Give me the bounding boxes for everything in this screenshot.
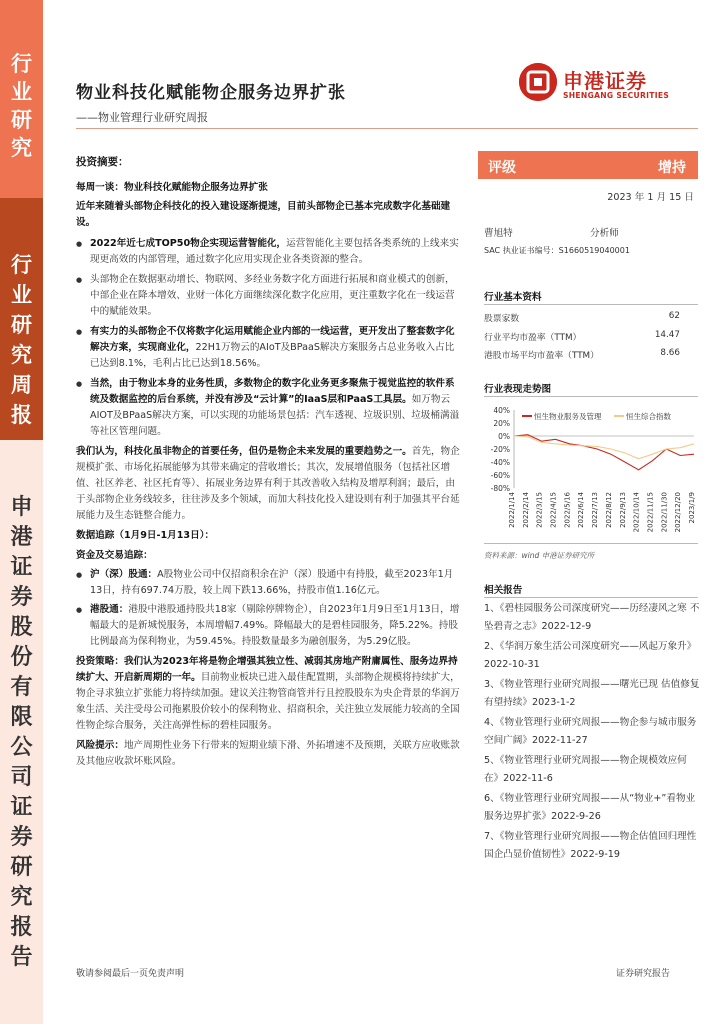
sidebar-label-company: 申 港 证 券 股 份 有 限 公 司 证 券 研 究 报 告 — [10, 494, 33, 970]
analyst-name: 曹旭特 — [484, 228, 513, 239]
weekly-heading: 每周一谈：物业科技化赋能物企服务边界扩张 — [76, 182, 268, 193]
logo-text-cn: 申港证券 — [563, 69, 647, 93]
x-tick-label: 2022/5/16 — [563, 492, 572, 528]
funds-heading: 资金及交易追踪： — [76, 550, 153, 561]
kv-row: 股票家数 62 — [484, 311, 680, 324]
y-tick-label: -40% — [490, 458, 510, 467]
footer-disclaimer: 敬请参阅最后一页免责声明 — [76, 969, 185, 979]
y-tick-label: 20% — [493, 419, 510, 428]
related-reports-list — [484, 600, 700, 866]
legend-label: 恒生综合指数 — [626, 412, 671, 421]
y-tick-label: 40% — [493, 406, 510, 415]
related-report-link[interactable]: 4、《物业管理行业研究周报——物企参与城市服务空间广阔》2022-11-27 — [484, 717, 697, 746]
weekly-intro: 近年来随着头部物企科技化的投入建设逐渐提速，目前头部物企已基本完成数字化基础建设。 — [76, 201, 451, 228]
opinion-paragraph: 我们认为，科技化虽非物企的首要任务，但仍是物企未来发展的重要趋势之一。首先，物企规模扩张、市场化拓展能够为其带来确定的营收增长；其次，发展增值服务（包括社区增值、社区养老、社区托育等）、拓展业务边界有利于其改善收入结构及增厚利润；最后，由于头部物企业务线较多，往往涉及多个领域，而加大科技化投入建设则有利于加强其平台延展能力及生态链整合能力。 — [76, 446, 460, 521]
related-report-link[interactable]: 7、《物业管理行业研究周报——物企估值回归理性 国企凸显价值韧性》2022-9-19 — [484, 831, 697, 860]
basic-info-divider — [484, 304, 698, 305]
kv-row: 港股市场平均市盈率（TTM） 8.66 — [484, 348, 680, 361]
chart-heading-divider — [484, 396, 698, 397]
tracking-heading: 数据追踪（1月9日-1月13日）： — [76, 530, 215, 541]
x-tick-label: 2022/4/15 — [549, 492, 558, 528]
performance-chart — [478, 402, 702, 542]
related-report-link[interactable]: 6、《物业管理行业研究周报——从“物业+”看物业服务边界扩张》2022-9-26 — [484, 793, 696, 822]
series-line — [514, 435, 694, 470]
analyst-role: 分析师 — [590, 228, 619, 239]
rating-label: 评级 — [488, 160, 516, 176]
kv-row: 行业平均市盈率（TTM） 14.47 — [484, 330, 680, 343]
x-tick-label: 2022/1/14 — [508, 492, 516, 528]
bullet-1: ● 2022年近七成TOP50物企实现运营智能化，运营智能化主要包括各类系统的上线来实现更高效的内部管理，通过数字化应用实现企业各类资源的整合。 — [76, 236, 462, 268]
y-tick-label: -80% — [490, 484, 510, 493]
bullet-shenzhen-connect: ● 沪（深）股通：A股物业公司中仅招商积余在沪（深）股通中有持股，截至2023年1月13日，持有697.74万股，较上周下跌13.66%，持股市值1.16亿元。 — [76, 567, 462, 599]
header-divider — [76, 128, 698, 129]
x-tick-label: 2022/3/15 — [535, 492, 544, 528]
bullet-2: ● 头部物企在数据驱动增长、物联网、多经业务数字化方面进行拓展和商业模式的创新，中部企业在降本增效、业财一体化方面继续深化数字化应用，更注重数字化在一线运营中的赋能效果。 — [76, 272, 462, 320]
basic-info-heading: 行业基本资料 — [484, 292, 542, 303]
related-report-link[interactable]: 1、《碧桂园服务公司深度研究——历经凄风之寒 不坠碧青之志》2022-12-9 — [484, 603, 700, 632]
chart-heading: 行业表现走势图 — [484, 384, 552, 395]
report-date: 2023 年 1 月 15 日 — [607, 192, 694, 203]
report-title: 物业科技化赋能物企服务边界扩张 — [76, 83, 346, 103]
x-tick-label: 2022/6/14 — [577, 492, 586, 528]
y-tick-label: 0% — [498, 432, 510, 441]
rating-bar — [478, 151, 698, 179]
summary-heading: 投资摘要： — [76, 156, 129, 168]
related-report-link[interactable]: 2、《华润万象生活公司深度研究——风起万象升》2022-10-31 — [484, 641, 697, 670]
footer-label: 证券研究报告 — [616, 969, 671, 979]
bullet-3: ● 有实力的头部物企不仅将数字化运用赋能企业内部的一线运营，更开发出了整套数字化解决方案，实现商业化，22H1万物云的AIoT及BPaaS解决方案服务占总业务收入占比已达到8.1%，毛利占比已达到18.56%。 — [76, 324, 462, 372]
y-tick-label: -20% — [490, 445, 510, 454]
x-tick-label: 2023/1/9 — [688, 492, 696, 524]
legend-label: 恒生物业服务及管理 — [534, 412, 602, 421]
x-tick-label: 2022/10/14 — [632, 492, 641, 533]
sidebar-label-industry-research: 行 业 研 究 — [11, 51, 32, 160]
x-tick-label: 2022/9/13 — [618, 492, 627, 528]
logo-text-en: SHENGANG SECURITIES — [563, 91, 670, 100]
sac-number: SAC 执业证书编号：S1660519040001 — [484, 246, 630, 255]
x-tick-label: 2022/8/12 — [604, 492, 613, 528]
related-reports-divider — [484, 597, 698, 598]
x-tick-label: 2022/11/15 — [646, 492, 655, 533]
related-reports-heading: 相关报告 — [484, 585, 523, 596]
series-line — [514, 436, 694, 459]
strategy-paragraph: 投资策略：我们认为2023年将是物企增强其独立性、减弱其房地产附庸属性、服务边界持续扩大、开启新周期的一年。目前物业板块已进入最佳配置期，头部物企规模将持续扩大，物企寻求独立扩张能力将持续加强。建议关注物管商管并行且控股股东为央企背景的华润万象生活、关注受母公司拖累股价较小的保利物业、招商积余，关注独立发展能力较高的全国性物企综合服务，关注高弹性标的碧桂园服务。 — [76, 656, 460, 731]
x-tick-label: 2022/2/14 — [521, 492, 530, 528]
x-tick-label: 2022/11/30 — [660, 492, 669, 533]
company-logo — [519, 63, 699, 105]
bullet-4: ● 当然，由于物业本身的业务性质，多数物企的数字化业务更多聚焦于视觉监控的软件系统及数据监控的后台系统，并没有涉及“云计算”的IaaS层和PaaS工具层。如万物云AIOT及BPaaS解决方案，可以实现的功能场景包括：汽车透视、垃圾识别、垃圾桶满溢等社区管理问题。 — [76, 376, 462, 440]
bullet-hk-connect: ● 港股通：港股中港股通持股共18家（剔除停牌物企），自2023年1月9日至1月13日，增幅最大的是新城悦服务，本周增幅7.49%。降幅最大的是碧桂园服务，降5.22%。持股比例最高为保利物业，为59.45%。持股数量最多为融创服务，为5.29亿股。 — [76, 602, 462, 650]
x-tick-label: 2022/7/13 — [591, 492, 600, 528]
risk-paragraph: 风险提示：地产周期性业务下行带来的短期业绩下滑、外拓增速不及预期，关联方应收账款及其他应收款坏账风险。 — [76, 740, 460, 767]
report-subtitle: ——物业管理行业研究周报 — [76, 111, 208, 124]
logo-mark-icon — [519, 63, 557, 101]
summary-section — [76, 154, 462, 770]
x-tick-label: 2022/12/20 — [674, 492, 683, 533]
related-report-link[interactable]: 3、《物业管理行业研究周报——曙光已现 估值修复有望持续》2023-1-2 — [484, 679, 700, 708]
rating-value: 增持 — [658, 160, 686, 176]
y-tick-label: -60% — [490, 471, 510, 480]
sidebar-label-weekly-report: 行 业 研 究 周 报 — [11, 252, 32, 427]
related-report-link[interactable]: 5、《物业管理行业研究周报——物企规模效应何在》2022-11-6 — [484, 755, 687, 784]
chart-source: 资料来源：wind 申港证券研究所 — [484, 551, 595, 560]
chart-bottom-divider — [484, 543, 698, 544]
